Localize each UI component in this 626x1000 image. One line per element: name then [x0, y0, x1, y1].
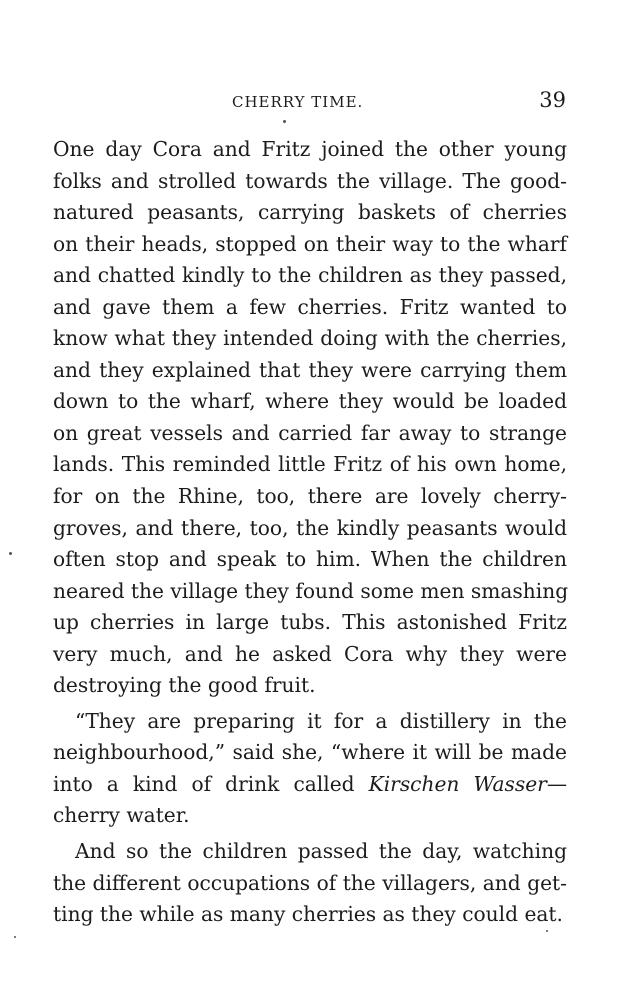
paper-speck — [14, 936, 16, 938]
paragraph-3 — [53, 836, 567, 931]
paragraph-2 — [53, 706, 567, 832]
paper-speck — [546, 930, 548, 932]
text-line: ting the while as many cherries as they could eat. — [53, 902, 563, 927]
text-line: on their heads, stopped on their way to the wharf — [53, 231, 567, 256]
text-line: the different occupations of the villagers, and get- — [53, 870, 567, 895]
text-line: lands. This reminded little Fritz of his own home, — [53, 452, 567, 477]
text-line: very much, and he asked Cora why they were — [53, 641, 567, 666]
paragraph-1 — [53, 134, 567, 702]
paper-speck — [9, 552, 12, 555]
running-header — [0, 86, 626, 116]
text-line: for on the Rhine, too, there are lovely cherry- — [53, 484, 567, 509]
text-line: often stop and speak to him. When the children — [53, 547, 567, 572]
text-line: neighbourhood,” said she, “where it will be made — [53, 740, 567, 765]
text-line: “They are preparing it for a distillery in the — [75, 708, 567, 733]
text-line: know what they intended doing with the cherries, — [53, 326, 567, 351]
body-text — [53, 134, 567, 931]
text-line-with-term — [53, 769, 567, 801]
text-line: and they explained that they were carrying them — [53, 357, 567, 382]
text-line: up cherries in large tubs. This astonished Fritz — [53, 610, 567, 635]
text-line: neared the village they found some men smashing — [53, 578, 569, 603]
running-title: CHERRY TIME. — [232, 93, 364, 111]
text-line: groves, and there, too, the kindly peasants would — [53, 515, 567, 540]
text-line: and chatted kindly to the children as they passed, — [53, 263, 567, 288]
text-line: folks and strolled towards the village. The good- — [53, 168, 567, 193]
text-line: natured peasants, carrying baskets of cherries — [53, 200, 567, 225]
paper-speck — [283, 120, 286, 123]
text-line: And so the children passed the day, watching — [75, 839, 567, 864]
text-line: on great vessels and carried far away to strange — [53, 420, 567, 445]
page-number: 39 — [539, 88, 566, 112]
text-line: down to the wharf, where they would be loaded — [53, 389, 567, 414]
text-line: destroying the good fruit. — [53, 673, 316, 698]
text-segment: into a kind of drink called — [53, 771, 369, 796]
text-line: One day Cora and Fritz joined the other young — [53, 137, 567, 161]
text-line: and gave them a few cherries. Fritz wanted to — [53, 294, 567, 319]
text-line: cherry water. — [53, 803, 190, 828]
italic-term: Kirschen Wasser— — [368, 771, 568, 796]
